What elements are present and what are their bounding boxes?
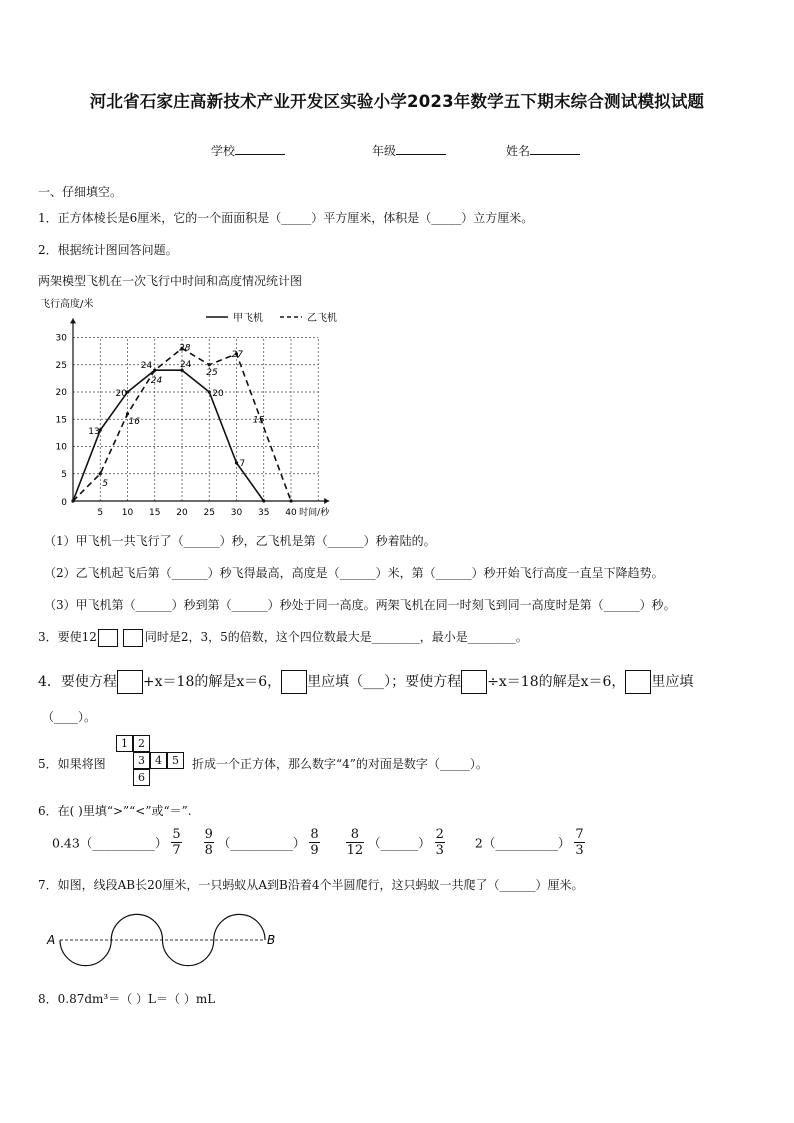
data-point <box>289 499 292 502</box>
data-point <box>99 472 102 475</box>
x-tick-label: 25 <box>203 508 215 518</box>
data-label: 28 <box>179 343 191 354</box>
grade-blank[interactable] <box>396 142 446 155</box>
name-field[interactable] <box>506 142 580 159</box>
x-axis-label: 时间/秒 <box>299 508 330 518</box>
name-blank[interactable] <box>530 142 580 155</box>
x-axis-arrow <box>324 498 329 504</box>
x-tick-label: 30 <box>230 508 243 518</box>
data-label: 16 <box>128 416 140 427</box>
fraction-2-3: $\frac{2}{3}$ <box>435 827 444 858</box>
compare-3-blank: （______） <box>368 835 431 851</box>
question-6-items <box>52 827 585 858</box>
section-heading: 一、仔细填空。 <box>38 185 123 199</box>
data-point <box>153 369 156 372</box>
grade-label: 年级 <box>372 144 397 158</box>
grade-field[interactable] <box>372 142 446 159</box>
equation-box-1[interactable] <box>117 670 143 694</box>
data-label: 20 <box>212 389 224 399</box>
x-tick-label: 35 <box>258 508 270 518</box>
compare-2-blank: （__________） <box>217 835 306 851</box>
data-label: 24 <box>150 376 163 387</box>
question-4 <box>38 670 693 694</box>
data-point <box>235 461 238 464</box>
question-2-2: （2）乙飞机起飞后第（______）秒飞得最高，高度是（______）米，第（______）秒开始飞行高度一直呈下降趋势。 <box>44 566 664 580</box>
question-1: 1．正方体棱长是6厘米，它的一个面面积是（_____）平方厘米，体积是（_____）立方厘米。 <box>38 211 534 225</box>
legend-label-jia: 甲飞机 <box>233 313 263 324</box>
point-a-label: A <box>47 933 56 947</box>
digit-box-2[interactable] <box>123 629 143 647</box>
net-cell-6: 6 <box>133 769 150 786</box>
fraction-9-8: $\frac{9}{8}$ <box>204 827 213 858</box>
data-label: 13 <box>88 427 100 438</box>
school-blank[interactable] <box>235 142 285 155</box>
question-4-eq1: +x＝18的解是x＝6， <box>142 674 282 690</box>
y-tick-label: 30 <box>55 333 67 344</box>
name-label: 姓名 <box>506 144 531 158</box>
question-4-eq2: ÷x＝18的解是x＝6， <box>487 674 626 690</box>
question-4-fill2: 里应填 <box>651 674 694 690</box>
net-cell-4: 4 <box>150 752 167 769</box>
data-label: 15 <box>252 415 265 426</box>
y-axis-arrow <box>70 318 76 323</box>
data-label: 27 <box>231 349 243 360</box>
fraction-7-3: $\frac{7}{3}$ <box>575 827 584 858</box>
data-label: 5 <box>102 478 108 489</box>
x-tick-label: 10 <box>121 508 134 518</box>
data-label: 24 <box>140 361 153 372</box>
data-point <box>208 390 211 393</box>
question-2: 2．根据统计图回答问题。 <box>38 243 178 257</box>
y-tick-label: 20 <box>55 388 67 398</box>
data-point <box>126 412 129 415</box>
question-8: 8．0.87dm³＝（ ）L＝（ ）mL <box>38 992 216 1006</box>
fraction-5-7: $\frac{5}{7}$ <box>172 827 181 858</box>
equation-box-4[interactable] <box>625 670 651 694</box>
x-tick-label: 20 <box>176 508 188 518</box>
question-2-3: （3）甲飞机第（______）秒到第（______）秒处于同一高度。两架飞机在同一时刻飞到同一高度时是第（______）秒。 <box>44 598 676 612</box>
fraction-8-12: $\frac{8}{12}$ <box>346 827 364 858</box>
data-point <box>262 499 265 502</box>
x-tick-label: 15 <box>149 508 161 518</box>
school-label: 学校 <box>211 144 236 158</box>
question-5-prefix: 5．如果将图 <box>38 757 106 771</box>
flight-chart <box>36 293 366 523</box>
y-axis-label: 飞行高度/米 <box>40 299 94 310</box>
y-tick-label: 25 <box>55 360 67 371</box>
x-tick-label: 5 <box>97 508 104 518</box>
digit-box-1[interactable] <box>98 629 118 647</box>
question-6: 6．在( )里填“>”“<”或“＝”. <box>38 804 192 818</box>
cube-net <box>116 735 196 790</box>
question-3 <box>38 628 528 647</box>
data-label: 7 <box>239 458 246 469</box>
fraction-8-9: $\frac{8}{9}$ <box>310 827 319 858</box>
y-tick-label: 5 <box>61 469 67 480</box>
legend-label-yi: 乙飞机 <box>307 313 337 324</box>
question-5-text: 折成一个正方体，那么数字“4”的对面是数字（_____）。 <box>192 757 488 771</box>
school-field[interactable] <box>211 142 285 159</box>
y-tick-label: 10 <box>55 442 67 453</box>
equation-box-2[interactable] <box>281 670 307 694</box>
question-3-text: 同时是2，3，5的倍数，这个四位数最大是________，最小是________。 <box>144 630 528 644</box>
data-label: 25 <box>206 367 218 378</box>
question-4-fill1: 里应填（___）；要使方程 <box>307 674 462 690</box>
data-label: 20 <box>115 389 127 399</box>
net-cell-1: 1 <box>116 735 133 752</box>
page-title: 河北省石家庄高新技术产业开发区实验小学2023年数学五下期末综合测试模拟试题 <box>89 92 705 111</box>
question-3-prefix: 3．要使12 <box>38 630 97 644</box>
question-4-prefix: 4．要使方程 <box>38 674 117 690</box>
question-2-1: （1）甲飞机一共飞行了（______）秒，乙飞机是第（______）秒着陆的。 <box>44 534 436 548</box>
data-point <box>71 499 74 502</box>
question-7: 7．如图，线段AB长20厘米，一只蚂蚁从A到B沿着4个半圆爬行，这只蚂蚁一共爬了（______）厘米。 <box>38 878 584 892</box>
question-4-tail: （____）。 <box>42 710 97 724</box>
equation-box-3[interactable] <box>461 670 487 694</box>
compare-4-left: 2（__________） <box>474 835 571 851</box>
data-point <box>208 363 211 366</box>
x-tick-label: 40 <box>285 508 297 518</box>
chart-caption: 两架模型飞机在一次飞行中时间和高度情况统计图 <box>38 274 303 288</box>
semicircle-path <box>44 905 284 975</box>
net-cell-2: 2 <box>133 735 150 752</box>
net-cell-3: 3 <box>133 752 150 769</box>
origin-label: 0 <box>61 498 67 508</box>
y-tick-label: 15 <box>55 415 67 426</box>
point-b-label: B <box>267 933 276 947</box>
compare-1-left: 0.43（__________） <box>52 835 168 851</box>
net-cell-5: 5 <box>167 752 184 769</box>
data-label: 24 <box>180 360 192 371</box>
